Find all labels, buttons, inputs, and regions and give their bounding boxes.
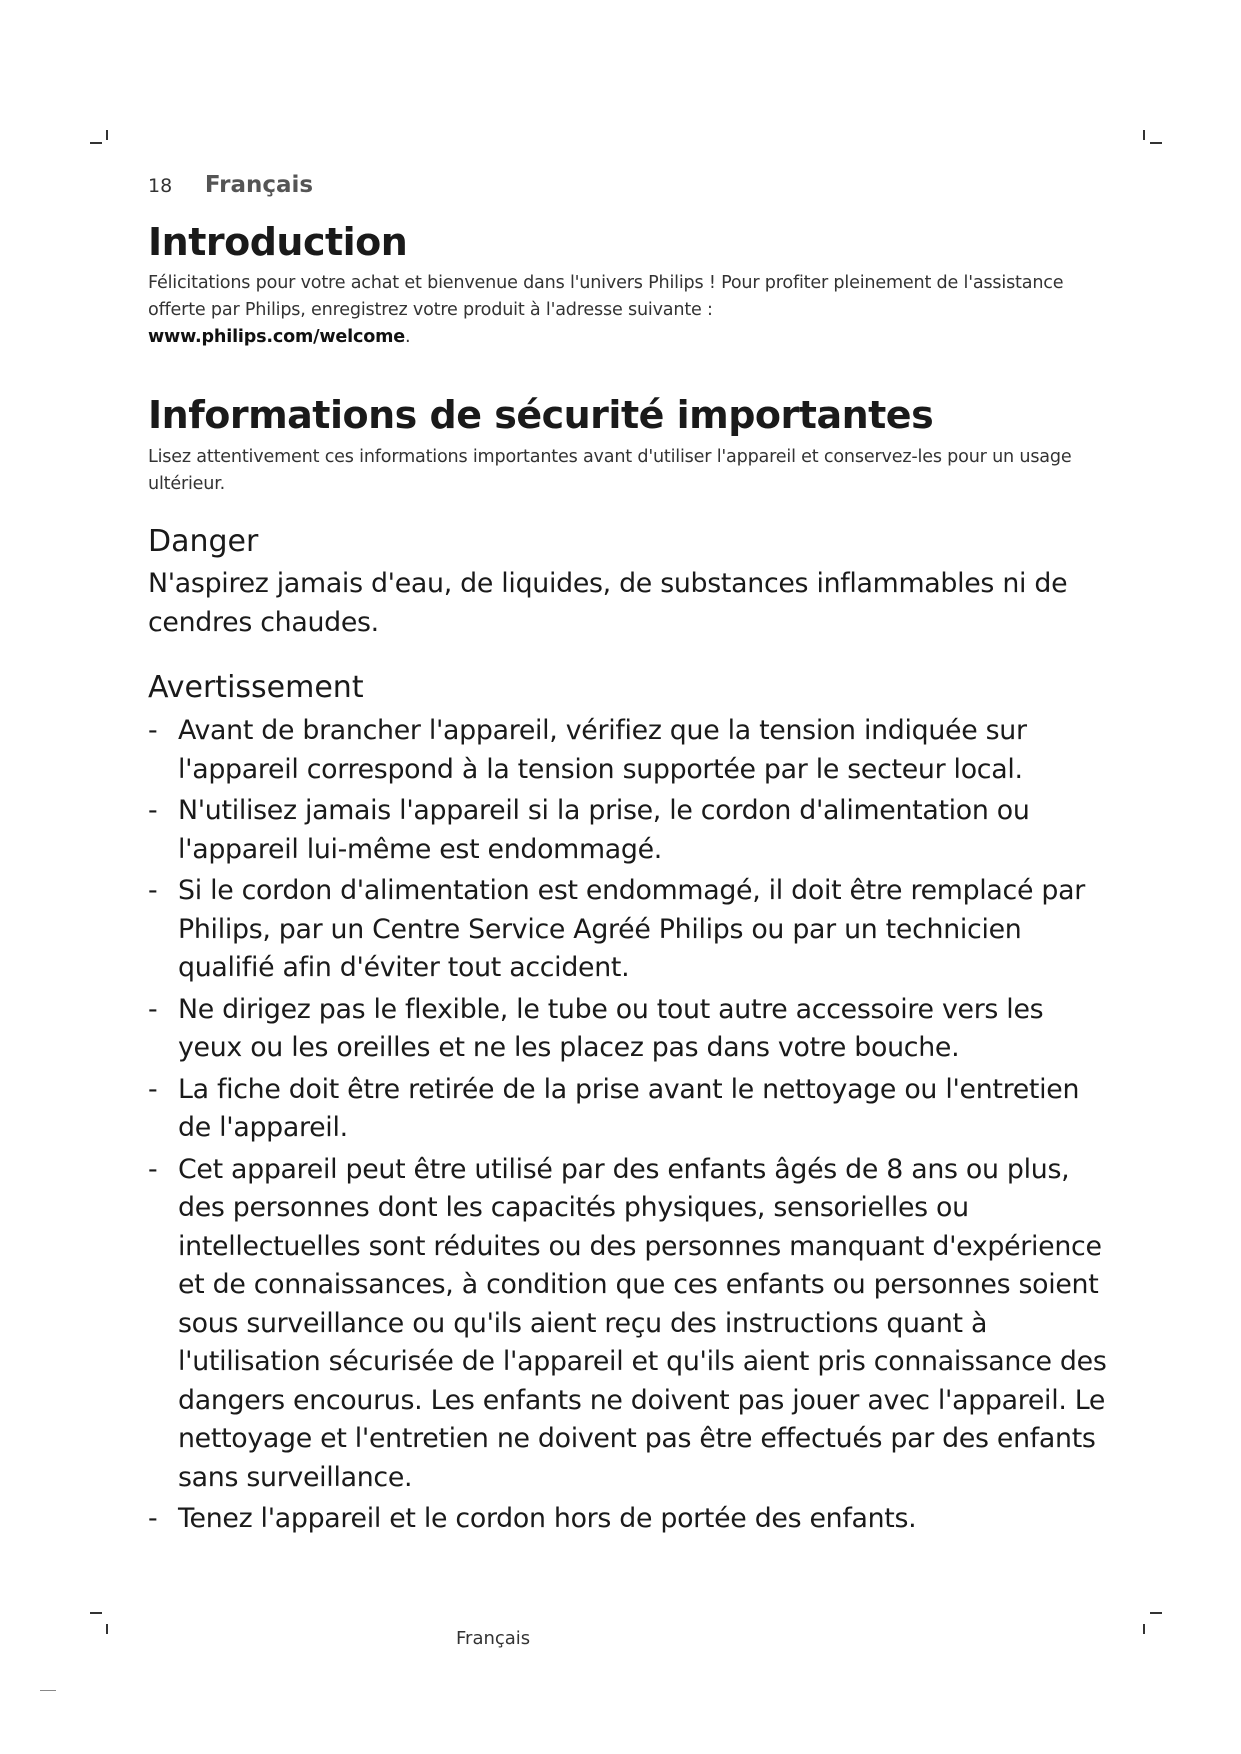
bullet-dash: - (148, 1073, 158, 1105)
list-item (148, 1500, 1108, 1539)
crop-mark-bottom-left (106, 1624, 108, 1634)
page-header (148, 172, 313, 198)
crop-mark-bottom-right (1143, 1624, 1145, 1634)
crop-mark-bottom-edge (40, 1690, 56, 1691)
crop-mark-top-left (106, 130, 108, 140)
list-item (148, 991, 1108, 1068)
list-item-text: Ne dirigez pas le flexible, le tube ou tout autre accessoire vers les yeux ou les oreilles et ne les placez pas dans votre bouche. (178, 993, 1044, 1063)
list-item (148, 872, 1108, 988)
bullet-dash: - (148, 795, 158, 826)
list-item (148, 712, 1108, 789)
page-number: 18 (148, 175, 173, 197)
crop-mark-bottom-right (1150, 1612, 1162, 1614)
warning-title: Avertissement (148, 670, 364, 705)
list-item (148, 1071, 1108, 1148)
list-item-text: Avant de brancher l'appareil, vérifiez que la tension indiquée sur l'appareil correspond à la tension supportée par le secteur local. (178, 715, 1027, 785)
list-item-text: Cet appareil peut être utilisé par des enfants âgés de 8 ans ou plus, des personnes dont les capacités physiques, sensorielles ou intellectuelles sont réduites ou des personnes manquant d'expérience et de connaissances, à condition que ces enfants ou personnes soient sous surveillance ou qu'ils aient reçu des instructions quant à l'utilisation sécurisée de l'appareil et qu'ils aient pris connaissance des dangers encourus. Les enfants ne doivent pas jouer avec l'appareil. Le nettoyage et l'entretien ne doivent pas être effectués par des enfants sans surveillance. (178, 1153, 1107, 1493)
warning-list (148, 712, 1108, 1539)
page-content (148, 216, 1108, 1542)
welcome-link[interactable]: www.philips.com/welcome (148, 327, 405, 347)
list-item-text: N'utilisez jamais l'appareil si la prise, le cordon d'alimentation ou l'appareil lui-même est endommagé. (178, 795, 1030, 865)
bullet-dash: - (148, 993, 158, 1025)
header-language: Français (204, 172, 314, 198)
bullet-dash: - (148, 1503, 158, 1534)
crop-mark-top-right (1143, 130, 1145, 140)
bullet-dash: - (148, 1153, 158, 1185)
crop-mark-top-left (90, 142, 102, 144)
bullet-dash: - (148, 715, 158, 746)
intro-body: Félicitations pour votre achat et bienvenue dans l'univers Philips ! Pour profiter pleinement de l'assistance offerte par Philips, enregistrez votre produit à l'adresse suivante : (148, 273, 1064, 320)
safety-text: Lisez attentivement ces informations importantes avant d'utiliser l'appareil et conservez-les pour un usage ultérieur. (148, 447, 1072, 494)
safety-title: Informations de sécurité importantes (148, 393, 934, 437)
list-item-text: Si le cordon d'alimentation est endommagé, il doit être remplacé par Philips, par un Centre Service Agréé Philips ou par un technicien qualifié afin d'éviter tout accident. (178, 875, 1085, 983)
list-item (148, 1151, 1108, 1498)
danger-title: Danger (148, 524, 259, 559)
list-item (148, 792, 1108, 869)
link-suffix: . (404, 327, 411, 347)
intro-text (148, 270, 1108, 351)
bullet-dash: - (148, 875, 158, 906)
list-item-text: La fiche doit être retirée de la prise avant le nettoyage ou l'entretien de l'appareil. (178, 1073, 1080, 1143)
page-footer-language: Français (456, 1628, 531, 1649)
intro-title: Introduction (148, 220, 408, 264)
danger-text: N'aspirez jamais d'eau, de liquides, de substances inflammables ni de cendres chaudes. (148, 568, 1068, 638)
crop-mark-top-right (1150, 142, 1162, 144)
list-item-text: Tenez l'appareil et le cordon hors de portée des enfants. (178, 1503, 917, 1534)
crop-mark-bottom-left (90, 1612, 102, 1614)
